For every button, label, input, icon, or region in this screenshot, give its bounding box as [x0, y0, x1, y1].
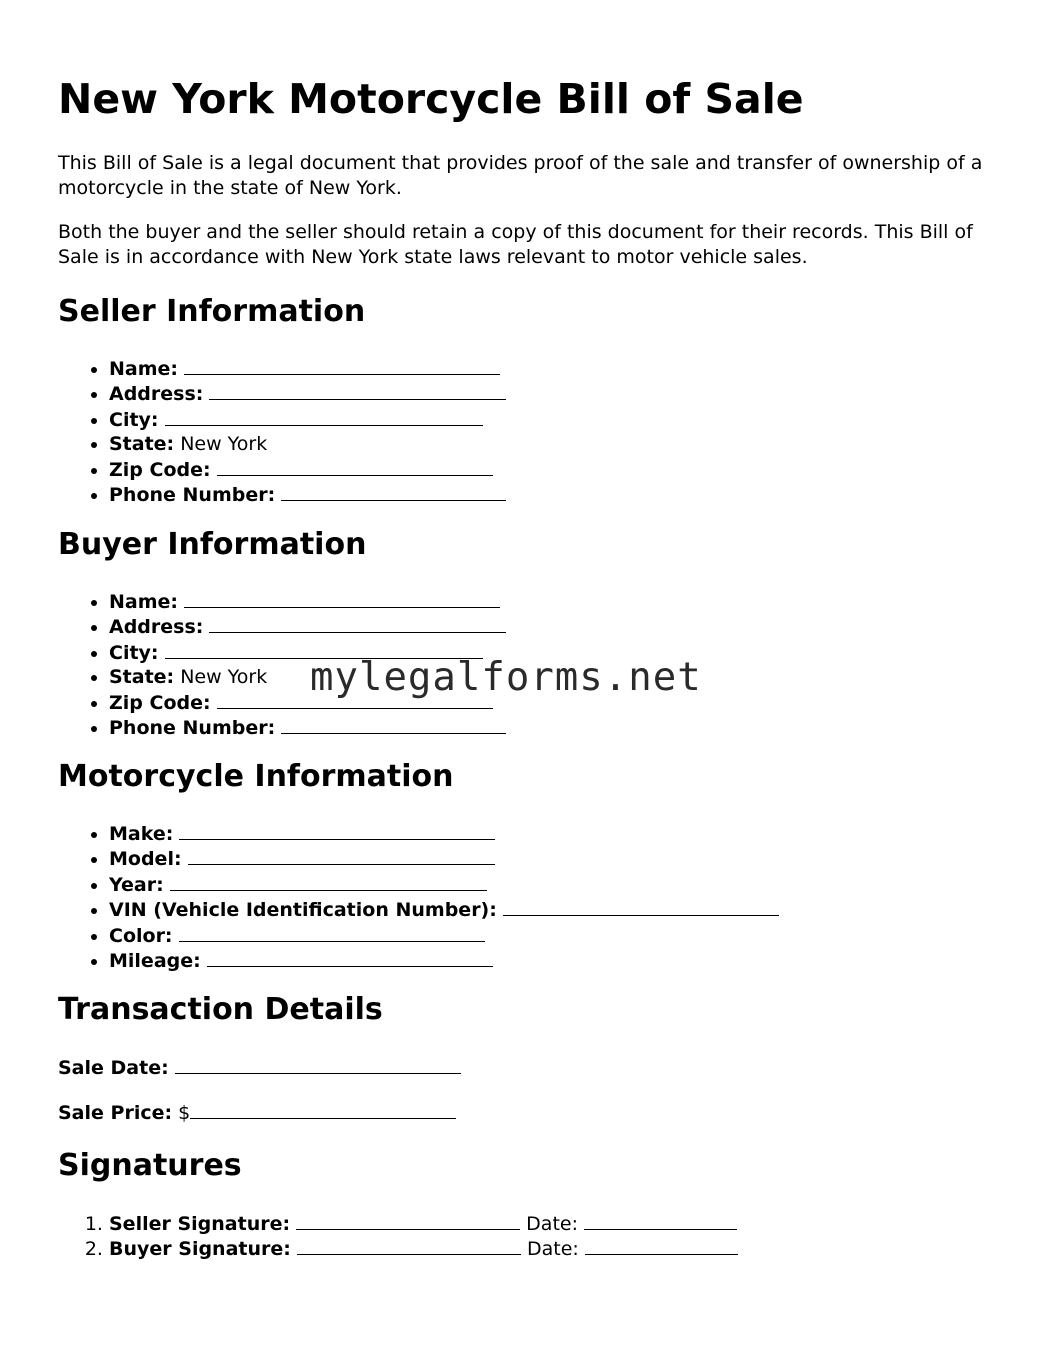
buyer-phone-blank[interactable] [281, 715, 506, 734]
sale-price-label: Sale Price: [58, 1102, 173, 1124]
sale-date-field [58, 1055, 461, 1080]
motorcycle-mileage-item [109, 948, 779, 973]
seller-address-label: Address: [109, 383, 204, 406]
intro-paragraph-1: This Bill of Sale is a legal document that provides proof of the sale and transfer of ownership of a motorcycle in the state of New York. [58, 152, 983, 199]
sale-date-label: Sale Date: [58, 1057, 169, 1079]
seller-city-blank[interactable] [165, 407, 483, 426]
motorcycle-model-item [109, 846, 779, 871]
motorcycle-vin-item [109, 897, 779, 922]
seller-field-list [58, 356, 506, 507]
buyer-zip-label: Zip Code: [109, 691, 211, 714]
seller-phone-item [109, 482, 506, 507]
seller-city-label: City: [109, 408, 159, 431]
seller-zip-label: Zip Code: [109, 458, 211, 481]
document-title: New York Motorcycle Bill of Sale [58, 75, 804, 123]
seller-name-item [109, 356, 506, 381]
motorcycle-mileage-blank[interactable] [207, 948, 493, 967]
buyer-phone-label: Phone Number: [109, 717, 276, 740]
sale-price-blank[interactable] [190, 1100, 456, 1119]
motorcycle-year-label: Year: [109, 873, 164, 896]
seller-city-item [109, 407, 506, 432]
sale-date-blank[interactable] [175, 1055, 461, 1074]
motorcycle-field-list [58, 821, 779, 973]
buyer-name-blank[interactable] [184, 589, 500, 608]
motorcycle-make-label: Make: [109, 823, 174, 845]
seller-address-blank[interactable] [209, 381, 506, 400]
currency-symbol: $ [178, 1102, 191, 1124]
watermark-text: mylegalforms.net [310, 655, 702, 700]
buyer-name-item [109, 589, 506, 614]
seller-name-label: Name: [109, 358, 179, 380]
motorcycle-year-item [109, 872, 779, 897]
buyer-signature-item [109, 1236, 738, 1261]
motorcycle-color-label: Color: [109, 924, 173, 947]
buyer-phone-item [109, 715, 506, 740]
seller-signature-label: Seller Signature: [109, 1213, 291, 1235]
seller-state-label: State: [109, 433, 175, 456]
seller-date-label: Date: [526, 1213, 578, 1235]
seller-phone-label: Phone Number: [109, 484, 276, 507]
buyer-heading: Buyer Information [58, 527, 367, 562]
transaction-heading: Transaction Details [58, 992, 383, 1027]
seller-zip-item [109, 457, 506, 482]
signature-list [58, 1211, 738, 1262]
signatures-heading: Signatures [58, 1148, 242, 1183]
motorcycle-year-blank[interactable] [170, 872, 487, 891]
motorcycle-heading: Motorcycle Information [58, 759, 454, 794]
motorcycle-color-item [109, 923, 779, 948]
seller-signature-item [109, 1211, 738, 1236]
buyer-state-label: State: [109, 666, 175, 689]
sale-price-field [58, 1100, 456, 1125]
seller-state-item [109, 432, 506, 456]
buyer-date-blank[interactable] [585, 1236, 738, 1255]
buyer-name-label: Name: [109, 591, 179, 613]
buyer-city-label: City: [109, 641, 159, 664]
motorcycle-mileage-label: Mileage: [109, 950, 201, 973]
motorcycle-vin-label: VIN (Vehicle Identification Number): [109, 899, 497, 922]
seller-date-blank[interactable] [584, 1211, 737, 1230]
seller-phone-blank[interactable] [281, 482, 506, 501]
intro-paragraph-2: Both the buyer and the seller should retain a copy of this document for their records. This Bill of Sale is in accordance with New York state laws relevant to motor vehicle sales. [58, 221, 973, 268]
buyer-signature-blank[interactable] [297, 1236, 521, 1255]
buyer-signature-label: Buyer Signature: [109, 1238, 291, 1261]
seller-zip-blank[interactable] [217, 457, 493, 476]
motorcycle-color-blank[interactable] [179, 923, 485, 942]
motorcycle-model-blank[interactable] [188, 846, 495, 865]
seller-name-blank[interactable] [184, 356, 500, 375]
buyer-state-value: New York [180, 666, 268, 689]
motorcycle-model-label: Model: [109, 848, 182, 871]
buyer-address-label: Address: [109, 616, 204, 639]
motorcycle-make-item [109, 821, 779, 846]
buyer-date-label: Date: [526, 1238, 579, 1261]
motorcycle-vin-blank[interactable] [503, 897, 779, 916]
buyer-address-item [109, 614, 506, 639]
seller-state-value: New York [180, 433, 268, 456]
seller-heading: Seller Information [58, 294, 366, 329]
motorcycle-make-blank[interactable] [179, 821, 495, 840]
buyer-address-blank[interactable] [209, 614, 506, 633]
seller-address-item [109, 381, 506, 406]
seller-signature-blank[interactable] [296, 1211, 520, 1230]
